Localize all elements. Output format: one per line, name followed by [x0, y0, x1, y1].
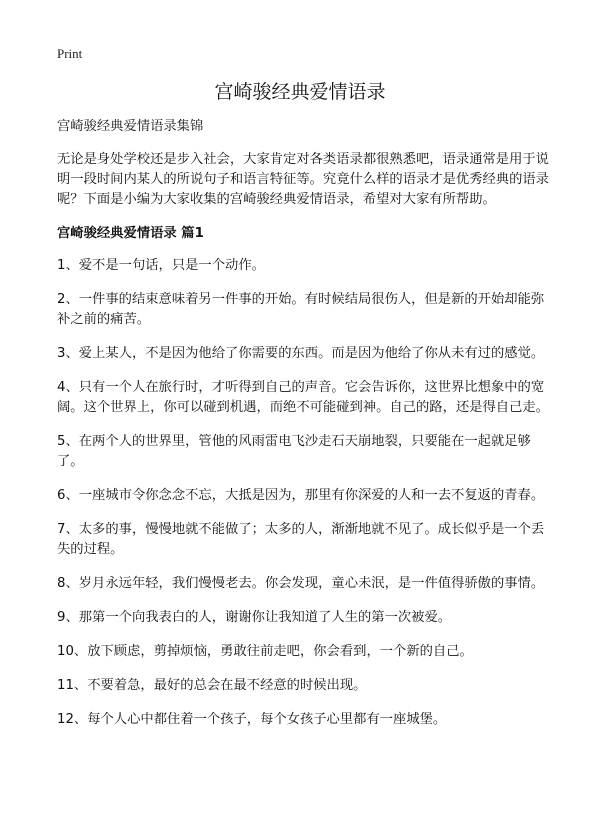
list-item: 6、一座城市令你念念不忘，大抵是因为，那里有你深爱的人和一去不复返的青春。	[57, 488, 545, 503]
list-item: 3、爱上某人，不是因为他给了你需要的东西。而是因为他给了你从未有过的感觉。	[57, 346, 545, 361]
print-link[interactable]: Print	[57, 46, 83, 61]
list-item: 5、在两个人的世界里，管他的风雨雷电飞沙走石天崩地裂，只要能在一起就足够了。	[57, 434, 531, 469]
document-body	[57, 117, 557, 744]
intro-paragraph: 无论是身处学校还是步入社会，大家肯定对各类语录都很熟悉吧，语录通常是用于说明一段时间内某人的所说句子和语言特征等。究竟什么样的语录才是优秀经典的语录呢？下面是小编为大家收集的宫崎骏经典爱情语录，希望对大家有所帮助。	[57, 152, 549, 207]
list-item: 2、一件事的结束意味着另一件事的开始。有时候结局很伤人，但是新的开始却能弥补之前的痛苦。	[57, 292, 545, 327]
page-title: 宫崎骏经典爱情语录	[214, 81, 386, 103]
list-item: 12、每个人心中都住着一个孩子，每个女孩子心里都有一座城堡。	[57, 712, 447, 727]
list-item: 8、岁月永远年轻，我们慢慢老去。你会发现，童心未泯，是一件值得骄傲的事情。	[57, 576, 545, 591]
section-heading: 宫崎骏经典爱情语录 篇1	[57, 226, 204, 241]
list-item: 11、不要着急，最好的总会在最不经意的时候出现。	[57, 678, 367, 693]
subtitle: 宫崎骏经典爱情语录集锦	[57, 119, 204, 134]
list-item: 10、放下顾虑，剪掉烦恼，勇敢往前走吧，你会看到，一个新的自己。	[57, 644, 473, 659]
list-item: 4、只有一个人在旅行时，才听得到自己的声音。它会告诉你，这世界比想象中的宽阔。这个世界上，你可以碰到机遇，而绝不可能碰到神。自己的路，还是得自己走。	[57, 380, 549, 415]
list-item: 1、爱不是一句话，只是一个动作。	[57, 258, 265, 273]
list-item: 9、那第一个向我表白的人，谢谢你让我知道了人生的第一次被爱。	[57, 610, 452, 625]
list-item: 7、太多的事，慢慢地就不能做了；太多的人，渐渐地就不见了。成长似乎是一个丢失的过程。	[57, 522, 545, 557]
